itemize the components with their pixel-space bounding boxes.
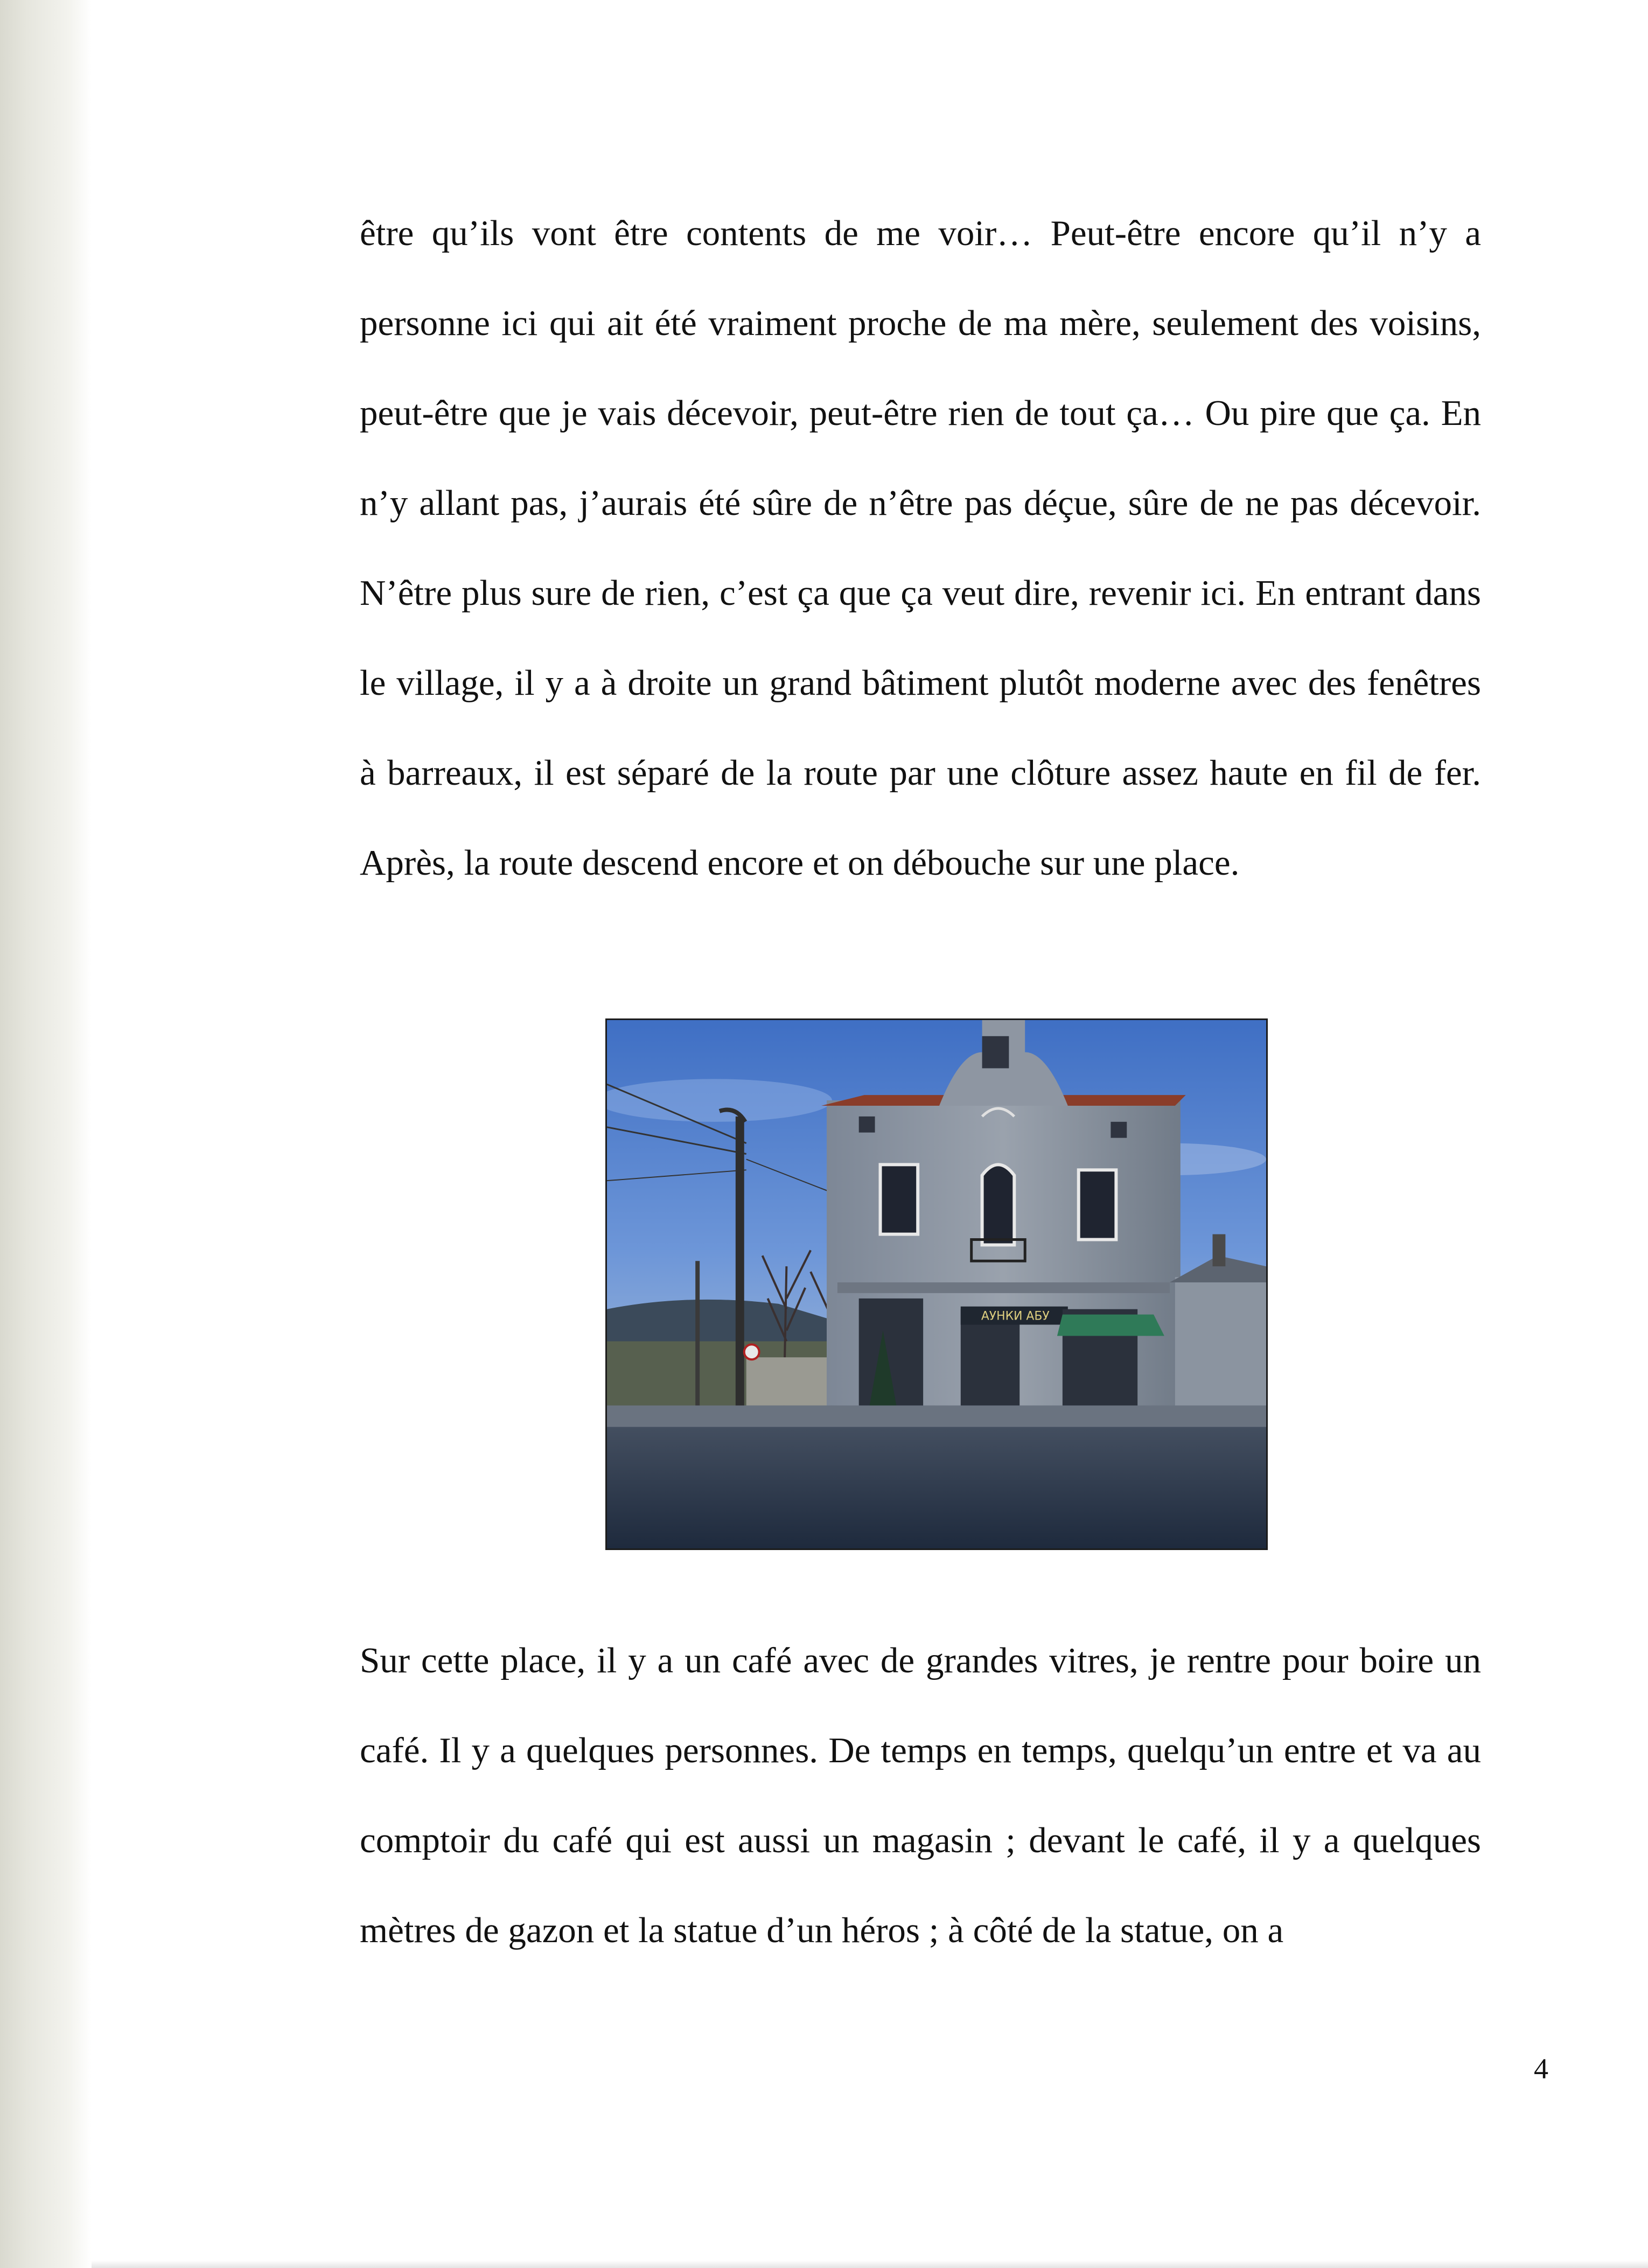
photo-shop-sign: АУНКИ АБУ	[981, 1309, 1050, 1323]
paragraph-2: Sur cette place, il y a un café avec de grandes vitres, je rentre pour boire un café. Il y a quelques personnes. De temps en temps, quelqu’un entre et va au comptoir du café qui est aussi un magasin ; devant le café, il y a quelques mètres de gazon et la statue d’un héros ; à côté de la statue, on a	[360, 1641, 1481, 1950]
village-building-photo	[605, 1018, 1268, 1550]
scan-shadow-edge	[0, 0, 92, 2268]
paragraph-1: être qu’ils vont être contents de me voir… Peut-être encore qu’il n’y a personne ici qui ait été vraiment proche de ma mère, seulement des voisins, peut-être que je vais décevoir, peut-être rien de tout ça… Ou pire que ça. En n’y allant pas, j’aurais été sûre de n’être pas déçue, sûre de ne pas décevoir. N’être plus sure de rien, c’est ça que ça veut dire, revenir ici. En entrant dans le village, il y a à droite un grand bâtiment plutôt moderne avec des fenêtres à barreaux, il est séparé de la route par une clôture assez haute en fil de fer. Après, la route descend encore et on débouche sur une place.	[360, 213, 1481, 883]
scan-bottom-edge	[92, 2260, 1648, 2268]
photo-illustration	[607, 1020, 1266, 1548]
page-number: 4	[1534, 2053, 1548, 2085]
